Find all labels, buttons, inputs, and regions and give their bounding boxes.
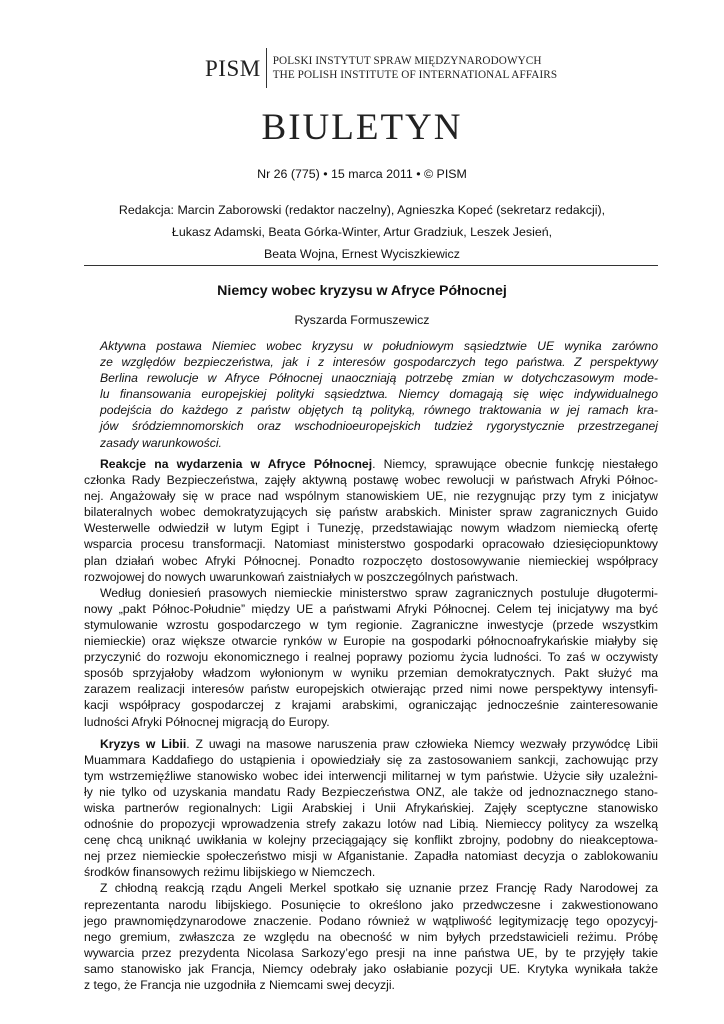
- body-line: odnośnie do propozycji wprowadzenia strefy zakazu lotów nad Libią. Niemieccy politycy za wszelką: [84, 817, 658, 832]
- body-line: bilateralnych wobec demokratyzujących się państw arabskich. Minister spraw zagranicznych Guido: [84, 505, 658, 520]
- body-line: kacji współpracy gospodarczej z krajami arabskimi, ograniczając jednocześnie zainteresowanie: [84, 698, 658, 713]
- body-line: przyczynić do rozwoju ekonomicznego i realnej poprawy poziomu życia ludności. To zaś w oczywisty: [84, 650, 658, 665]
- body-line: Według doniesień prasowych niemieckie ministerstwo spraw zagranicznych postuluje długotermi-: [100, 585, 658, 600]
- body-line: niemieckie) oraz większe otwarcie rynków w Europie na gospodarki północnoafrykańskie miałyby się: [84, 634, 658, 649]
- body-line: środków finansowych reżimu libijskiego w Niemczech.: [84, 865, 376, 880]
- body-line: sposób sprzyjałoby władzom wyłonionym w wyniku przemian demokratycznych. Pakt służyć ma: [84, 666, 658, 681]
- body-line: nego gremium, zwłaszcza ze względu na obecność w nim byłych przedstawicieli reżimu. Próbę: [84, 929, 658, 944]
- abstract-line: lu finansowania europejskiej polityki sąsiedztwa. Niemcy domagają się więc indywidualnego: [100, 387, 658, 402]
- body-line: ły nie tylko od uzyskania mandatu Rady Bezpieczeństwa ONZ, ale także od jednoznacznego stano-: [84, 784, 658, 799]
- body-line: ludności Afryki Północnej migracją do Europy.: [84, 714, 330, 729]
- abstract-line: podejścia do każdego z państw objętych tą polityką, równego traktowania w jej ramach kra-: [100, 403, 658, 418]
- body-line: Muammara Kaddafiego do ustąpienia i opowiedziały się za zastosowaniem sankcji, zachowując przy: [84, 752, 658, 767]
- body-line: zarazem realizacji interesów państw europejskich otwierając przed nimi nowe perspektywy intensyfi-: [84, 682, 658, 697]
- body-line: wsparcia procesu transformacji. Natomiast ministerstwo gospodarki opracowało dziesięciopunktowy: [84, 537, 658, 552]
- publication-title: BIULETYN: [261, 107, 463, 148]
- logo-mark: PISM: [205, 55, 261, 81]
- section-heading-libya: Kryzys w Libii: [100, 736, 187, 751]
- section-first-line: [84, 736, 658, 752]
- body-line: Westerwelle odwiedził w lutym Egipt i Tunezję, przedstawiając nowym władzom niemiecką ofertę: [84, 521, 658, 536]
- institute-name-en: THE POLISH INSTITUTE OF INTERNATIONAL AFFAIRS: [272, 69, 558, 81]
- abstract-line: Berlina rewolucje w Afryce Północnej unaoczniają potrzebę zmian w dotychczasowym mode-: [100, 371, 658, 386]
- body-line: członka Rady Bezpieczeństwa, zajęły aktywną postawę wobec rewolucji w państwach Afryki Północ-: [84, 473, 658, 488]
- body-line: rozwojowej do nowych uwarunkowań zaistniałych w poszczególnych państwach.: [84, 569, 519, 584]
- pism-logo: [205, 48, 557, 88]
- logo-divider: [266, 48, 267, 88]
- article-title: Niemcy wobec kryzysu w Afryce Północnej: [217, 283, 507, 299]
- section-first-line: [84, 456, 658, 472]
- body-line: wywarcia przez prezydenta Nicolasa Sarkozy’ego presji na inne państwa UE, by te przyjęły takie: [84, 945, 658, 960]
- section-heading-reactions: Reakcje na wydarzenia w Afryce Północnej: [100, 457, 373, 471]
- editorial-board: [0, 199, 724, 265]
- abstract-line: jów śródziemnomorskich oraz wschodnioeuropejskich tudzież rygorystycznie przestrzeganej: [100, 419, 658, 434]
- institute-name: [273, 54, 558, 82]
- body-line: Z chłodną reakcją rządu Angeli Merkel spotkało się uznanie przez Francję Rady Narodowej za: [100, 881, 658, 896]
- editors-line: Redakcja: Marcin Zaborowski (redaktor naczelny), Agnieszka Kopeć (sekretarz redakcji),: [118, 203, 606, 217]
- body-line: samo stanowisko jak Francja, Niemcy odebrały jako osłabianie pozycji UE. Krytyka wynikała także: [84, 961, 658, 976]
- editors-line: Beata Wojna, Ernest Wyciszkiewicz: [264, 247, 460, 261]
- body-line: plan działań wobec Afryki Północnej. Ponadto rozpoczęto dostosowywanie niemieckiej współpracy: [84, 553, 658, 568]
- editors-line: Łukasz Adamski, Beata Górka-Winter, Artur Gradziuk, Leszek Jesień,: [171, 225, 553, 239]
- abstract-line: zasady warunkowości.: [100, 435, 222, 450]
- body-line: nej przez niemieckie społeczeństwo misji w Afganistanie. Zapadła natomiast decyzja o zablokowaniu: [84, 849, 658, 864]
- body-line: reprezentanta narodu libijskiego. Posunięcie to określono jako przedwczesne i zakwestionowano: [84, 897, 658, 912]
- body-line: jego prawnomiędzynarodowe znaczenie. Podano również w wątpliwość legitymizację tego opozycyj-: [84, 913, 658, 928]
- body-line: wiska partnerów regionalnych: Ligii Arabskiej i Unii Afrykańskiej. Zajęły sceptyczne stanowisko: [84, 800, 658, 815]
- abstract-line: ze względów bezpieczeństwa, jak i z interesów gospodarczych tego państwa. Z perspektywy: [100, 355, 658, 370]
- body-line: cenę chcą uniknąć uwikłania w kolejny przeciągający się konflikt zbrojny, podobny do nieakceptowa-: [84, 833, 658, 848]
- body-line: z tego, że Francja nie uzgodniła z Niemcami swej decyzji.: [84, 978, 395, 992]
- abstract-line: Aktywna postawa Niemiec wobec kryzysu w południowym sąsiedztwie UE wynika zarówno: [100, 339, 658, 353]
- body-line: stymulowanie wzrostu gospodarczego w tym regionie. Zagraniczne inwestycje (przede wszystkim: [84, 617, 658, 632]
- article-abstract: [100, 338, 658, 451]
- body-line: nowy „pakt Północ-Południe” między UE a państwami Afryki Północnej. Celem tej inicjatywy ma być: [84, 601, 658, 616]
- article-body: [84, 456, 658, 993]
- body-line: tym wstrzemięźliwe stanowisko wobec idei interwencji militarnej w tym państwie. Użycie siły uzależni-: [84, 768, 658, 783]
- institute-name-pl: POLSKI INSTYTUT SPRAW MIĘDZYNARODOWYCH: [272, 55, 542, 67]
- issue-line: Nr 26 (775) • 15 marca 2011 • © PISM: [257, 167, 467, 181]
- header-divider: [84, 265, 658, 266]
- body-line: nej. Angażowały się w prace nad wspólnym stanowiskiem UE, nie rezygnując przy tym z inicjatyw: [84, 489, 658, 504]
- section-first-line-text: . Z uwagi na masowe naruszenia praw człowieka Niemcy wezwały przywódcę Libii: [186, 736, 658, 751]
- section-first-line-text: . Niemcy, sprawujące obecnie funkcję niestałego: [372, 457, 658, 471]
- article-author: Ryszarda Formuszewicz: [294, 313, 430, 327]
